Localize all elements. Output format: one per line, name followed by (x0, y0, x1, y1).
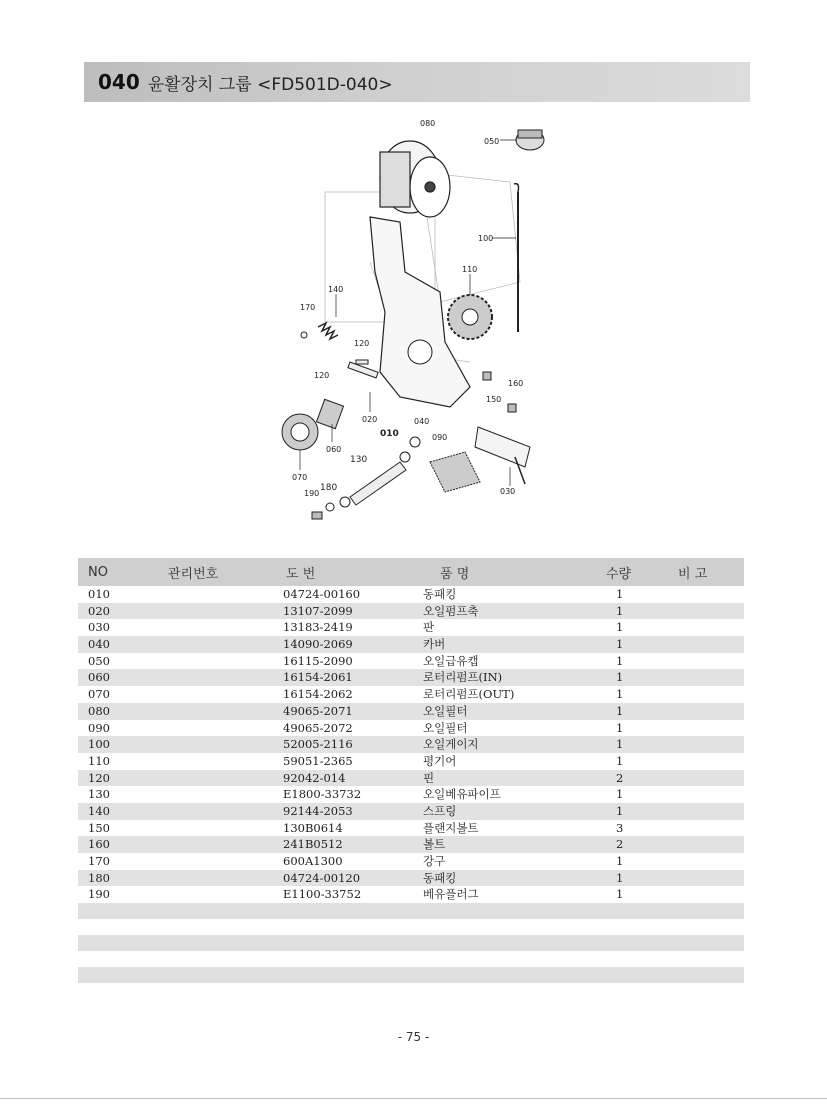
cell-no: 030 (88, 620, 110, 635)
cell-name: 오일급유캡 (423, 653, 479, 668)
cell-qty: 1 (616, 687, 624, 702)
cell-drawing: 92042-014 (283, 770, 346, 785)
table-header (78, 558, 744, 586)
header-mgmt: 관리번호 (168, 566, 219, 582)
cell-qty: 1 (616, 803, 624, 818)
header-name: 품 명 (440, 566, 470, 582)
cell-qty: 1 (616, 653, 624, 668)
empty-row (78, 919, 744, 935)
label-130: 130 (350, 455, 368, 465)
exploded-parts-diagram (270, 112, 570, 532)
table-row (78, 836, 744, 853)
label-150: 150 (486, 395, 502, 404)
cell-no: 090 (88, 720, 110, 735)
cell-no: 010 (88, 587, 110, 601)
cell-qty: 1 (616, 887, 624, 902)
cell-qty: 2 (616, 837, 624, 852)
cell-no: 180 (88, 870, 110, 885)
table-body (78, 586, 744, 903)
table-row (78, 619, 744, 636)
cell-drawing: 130B0614 (283, 820, 343, 835)
cell-no: 060 (88, 670, 110, 685)
cell-no: 120 (88, 770, 110, 785)
table-row (78, 870, 744, 887)
label-030: 030 (500, 487, 516, 496)
label-050: 050 (484, 137, 500, 146)
empty-row (78, 951, 744, 967)
label-070: 070 (292, 473, 308, 482)
cell-drawing: E1800-33732 (283, 787, 362, 802)
header-no: NO (88, 564, 108, 580)
cell-name: 동패킹 (423, 587, 457, 601)
label-100: 100 (478, 234, 494, 243)
cell-name: 오일펌프축 (423, 603, 479, 618)
cell-name: 베유플러그 (423, 887, 479, 902)
label-140: 140 (328, 285, 344, 294)
cell-no: 050 (88, 653, 110, 668)
cell-qty: 1 (616, 637, 624, 652)
cell-qty: 1 (616, 787, 624, 802)
cell-name: 볼트 (423, 837, 446, 852)
cell-name: 오일필터 (423, 720, 468, 735)
cell-qty: 1 (616, 720, 624, 735)
section-code: 040 (98, 70, 140, 94)
cell-name: 평기어 (423, 753, 457, 768)
cell-name: 오일베유파이프 (423, 787, 501, 802)
table-row (78, 853, 744, 870)
cell-drawing: 13107-2099 (283, 603, 353, 618)
cell-no: 040 (88, 637, 110, 652)
label-110: 110 (462, 265, 478, 274)
header-qty: 수량 (606, 566, 632, 582)
cell-qty: 1 (616, 854, 624, 868)
empty-row (78, 967, 744, 983)
header-drawing: 도 번 (286, 566, 316, 582)
label-010: 010 (380, 429, 399, 439)
empty-row (78, 935, 744, 951)
cell-name: 강구 (423, 854, 446, 868)
cell-drawing: 04724-00120 (283, 870, 361, 885)
cell-drawing: 241B0512 (283, 837, 343, 852)
label-190: 190 (304, 489, 320, 498)
table-row (78, 586, 744, 603)
cell-drawing: 52005-2116 (283, 737, 353, 752)
label-160: 160 (508, 379, 524, 388)
table-row (78, 603, 744, 620)
cell-no: 130 (88, 787, 110, 802)
cell-drawing: 16154-2061 (283, 670, 353, 685)
label-120-b: 120 (314, 371, 330, 380)
table-row (78, 803, 744, 820)
table-row (78, 669, 744, 686)
table-row (78, 653, 744, 670)
cell-name: 로터리펌프(IN) (423, 670, 503, 685)
cell-name: 오일필터 (423, 703, 468, 718)
rotary-pump-part (282, 399, 344, 450)
label-060: 060 (326, 445, 342, 454)
table-row (78, 886, 744, 903)
cell-name: 스프링 (423, 803, 457, 818)
cell-qty: 1 (616, 670, 624, 685)
label-080: 080 (420, 119, 436, 128)
cell-qty: 1 (616, 603, 624, 618)
label-020: 020 (362, 415, 378, 424)
cell-no: 100 (88, 737, 110, 752)
cell-drawing: 49065-2072 (283, 720, 353, 735)
cell-qty: 2 (616, 770, 624, 785)
cell-name: 카버 (423, 637, 446, 652)
cell-drawing: 59051-2365 (283, 753, 353, 768)
bottom-divider (0, 1098, 827, 1099)
parts-table (78, 558, 744, 983)
cell-qty: 1 (616, 870, 624, 885)
table-row (78, 753, 744, 770)
cell-drawing: 14090-2069 (283, 637, 353, 652)
cell-drawing: 600A1300 (283, 854, 343, 868)
cell-no: 110 (88, 753, 110, 768)
table-row (78, 786, 744, 803)
section-title-bar (84, 62, 750, 102)
cell-no: 170 (88, 854, 110, 868)
cell-drawing: 13183-2419 (283, 620, 353, 635)
cell-drawing: 92144-2053 (283, 803, 353, 818)
oil-filter-part (380, 141, 450, 217)
cell-name: 핀 (423, 770, 435, 785)
label-040: 040 (414, 417, 430, 426)
table-row (78, 686, 744, 703)
cell-qty: 1 (616, 587, 624, 601)
cell-drawing: 49065-2071 (283, 703, 353, 718)
cell-no: 080 (88, 703, 110, 718)
cell-drawing: 16154-2062 (283, 687, 353, 702)
label-180: 180 (320, 483, 338, 493)
cell-no: 190 (88, 887, 110, 902)
label-090: 090 (432, 433, 448, 442)
page-number: - 75 - (397, 1030, 430, 1044)
table-row (78, 736, 744, 753)
label-170: 170 (300, 303, 316, 312)
table-row (78, 770, 744, 787)
table-row (78, 636, 744, 653)
cell-drawing: 04724-00160 (283, 587, 361, 601)
cell-qty: 1 (616, 753, 624, 768)
cell-name: 판 (423, 620, 435, 635)
cell-name: 동패킹 (423, 870, 457, 885)
header-remark: 비 고 (678, 566, 708, 582)
cell-no: 020 (88, 603, 110, 618)
cell-no: 070 (88, 687, 110, 702)
cell-no: 150 (88, 820, 110, 835)
cell-no: 160 (88, 837, 110, 852)
section-title: 윤활장치 그룹 <FD501D-040> (147, 74, 393, 95)
cell-drawing: 16115-2090 (283, 653, 353, 668)
label-120-a: 120 (354, 339, 370, 348)
cell-name: 플랜지볼트 (423, 820, 479, 835)
cell-qty: 3 (616, 820, 624, 835)
table-row (78, 820, 744, 837)
cell-qty: 1 (616, 737, 624, 752)
cell-qty: 1 (616, 620, 624, 635)
cell-drawing: E1100-33752 (283, 887, 362, 902)
cell-no: 140 (88, 803, 110, 818)
spur-gear-part (448, 295, 492, 339)
cell-qty: 1 (616, 703, 624, 718)
cell-name: 로터리펌프(OUT) (423, 687, 515, 702)
table-row (78, 703, 744, 720)
oil-cap-part (516, 130, 544, 150)
empty-row (78, 903, 744, 919)
table-row (78, 720, 744, 737)
cell-name: 오일게이지 (423, 737, 479, 752)
